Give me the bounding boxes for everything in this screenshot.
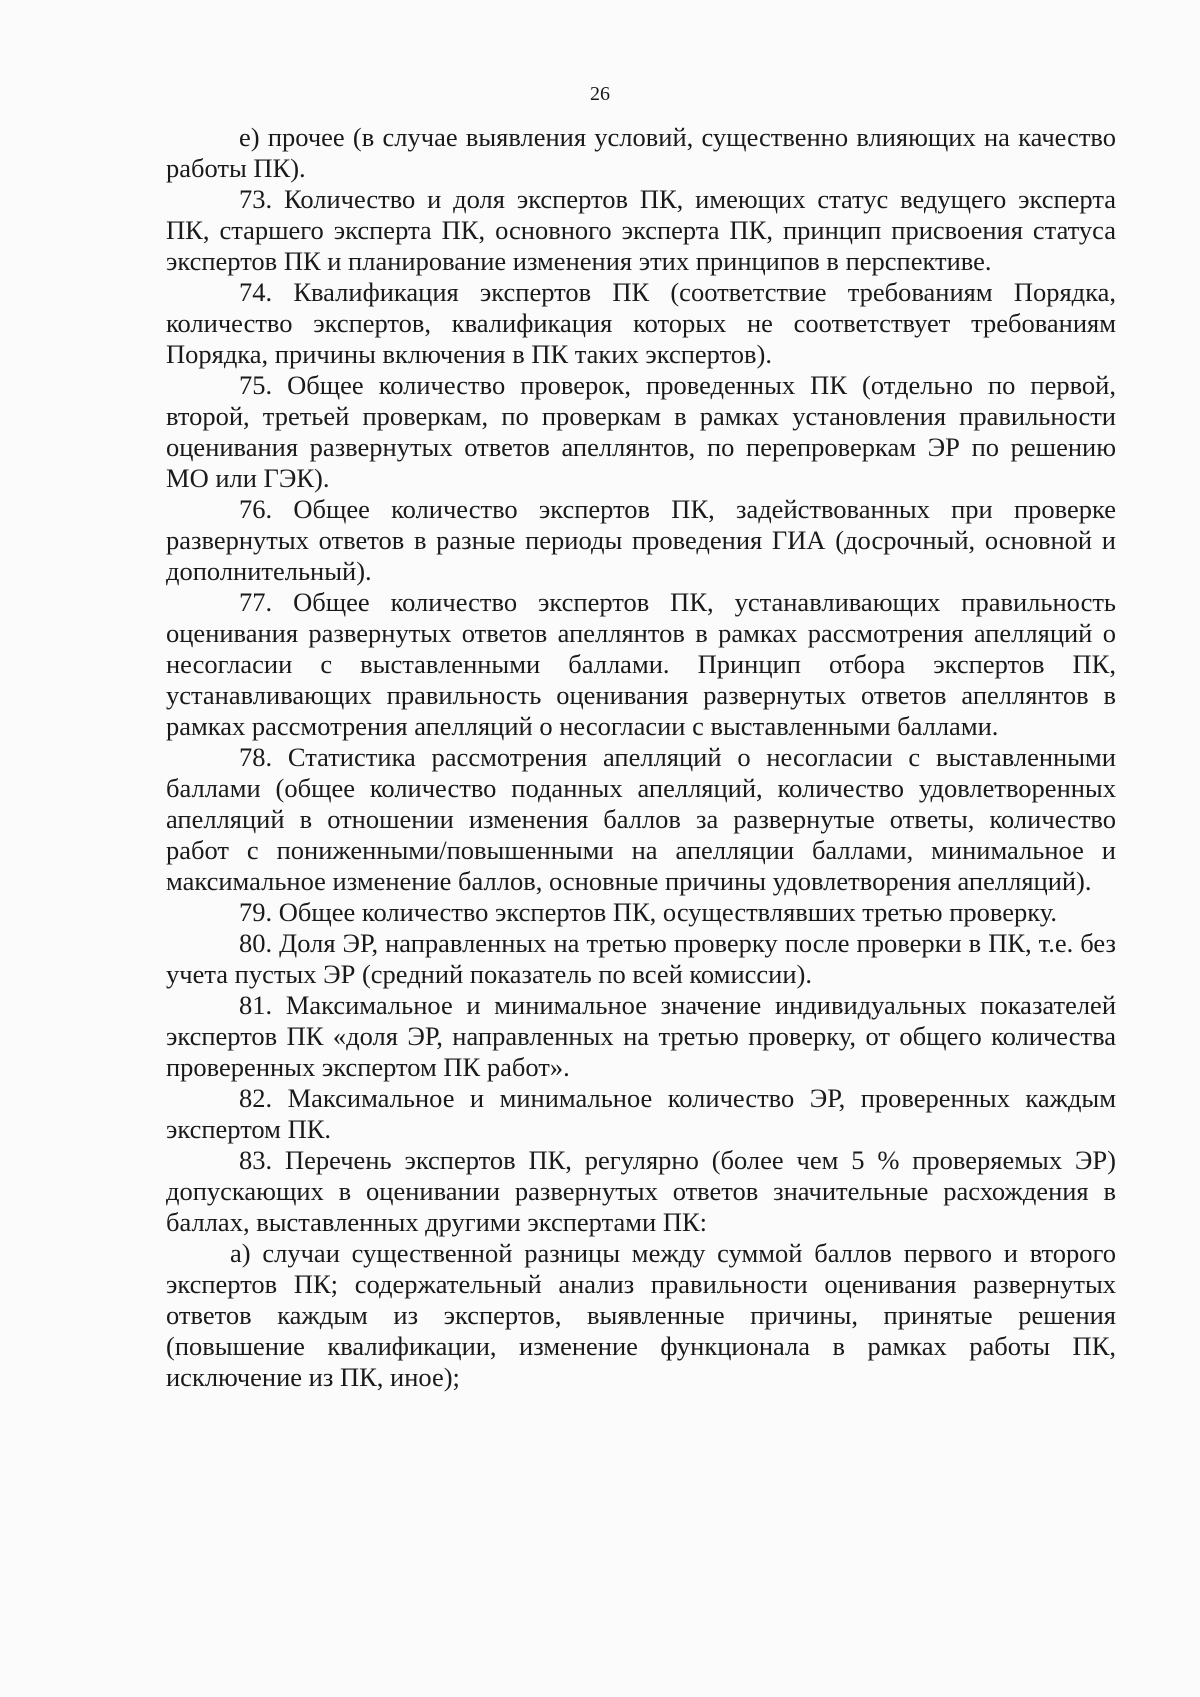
paragraph-76: 76. Общее количество экспертов ПК, задействованных при проверке развернутых ответов в разные периоды проведения ГИА (досрочный, основной и дополнительный). xyxy=(166,494,1116,586)
page-number: 26 xyxy=(590,83,610,105)
paragraph-78: 78. Статистика рассмотрения апелляций о несогласии с выставленными баллами (общее количество поданных апелляций, количество удовлетворенных апелляций в отношении изменения баллов за развернутые ответы, количество работ с пониженными/повышенными на апелляции баллами, минимальное и максимальное изменение баллов, основные причины удовлетворения апелляций). xyxy=(166,742,1116,896)
paragraph-81: 81. Максимальное и минимальное значение индивидуальных показателей экспертов ПК «доля ЭР, направленных на третью проверку, от общего количества проверенных экспертом ПК работ». xyxy=(166,990,1116,1082)
document-body xyxy=(166,122,1116,1393)
paragraph-83: 83. Перечень экспертов ПК, регулярно (более чем 5 % проверяемых ЭР) допускающих в оценивании развернутых ответов значительные расхождения в баллах, выставленных другими экспертами ПК: xyxy=(166,1145,1116,1237)
paragraph-82: 82. Максимальное и минимальное количество ЭР, проверенных каждым экспертом ПК. xyxy=(166,1083,1116,1144)
paragraph-e-other: е) прочее (в случае выявления условий, существенно влияющих на качество работы ПК). xyxy=(166,122,1116,183)
paragraph-74: 74. Квалификация экспертов ПК (соответствие требованиям Порядка, количество экспертов, квалификация которых не соответствует требованиям Порядка, причины включения в ПК таких экспертов). xyxy=(166,277,1116,369)
paragraph-75: 75. Общее количество проверок, проведенных ПК (отдельно по первой, второй, третьей проверкам, по проверкам в рамках установления правильности оценивания развернутых ответов апеллянтов, по перепроверкам ЭР по решению МО или ГЭК). xyxy=(166,370,1116,493)
paragraph-80: 80. Доля ЭР, направленных на третью проверку после проверки в ПК, т.е. без учета пустых ЭР (средний показатель по всей комиссии). xyxy=(166,928,1116,989)
paragraph-77: 77. Общее количество экспертов ПК, устанавливающих правильность оценивания развернутых ответов апеллянтов в рамках рассмотрения апелляций о несогласии с выставленными баллами. Принцип отбора экспертов ПК, устанавливающих правильность оценивания развернутых ответов апеллянтов в рамках рассмотрения апелляций о несогласии с выставленными баллами. xyxy=(166,587,1116,741)
paragraph-73: 73. Количество и доля экспертов ПК, имеющих статус ведущего эксперта ПК, старшего эксперта ПК, основного эксперта ПК, принцип присвоения статуса экспертов ПК и планирование изменения этих принципов в перспективе. xyxy=(166,184,1116,276)
paragraph-83-a: а) случаи существенной разницы между суммой баллов первого и второго экспертов ПК; содержательный анализ правильности оценивания развернутых ответов каждым из экспертов, выявленные причины, принятые решения (повышение квалификации, изменение функционала в рамках работы ПК, исключение из ПК, иное); xyxy=(166,1238,1116,1392)
paragraph-79: 79. Общее количество экспертов ПК, осуществлявших третью проверку. xyxy=(239,897,1058,927)
